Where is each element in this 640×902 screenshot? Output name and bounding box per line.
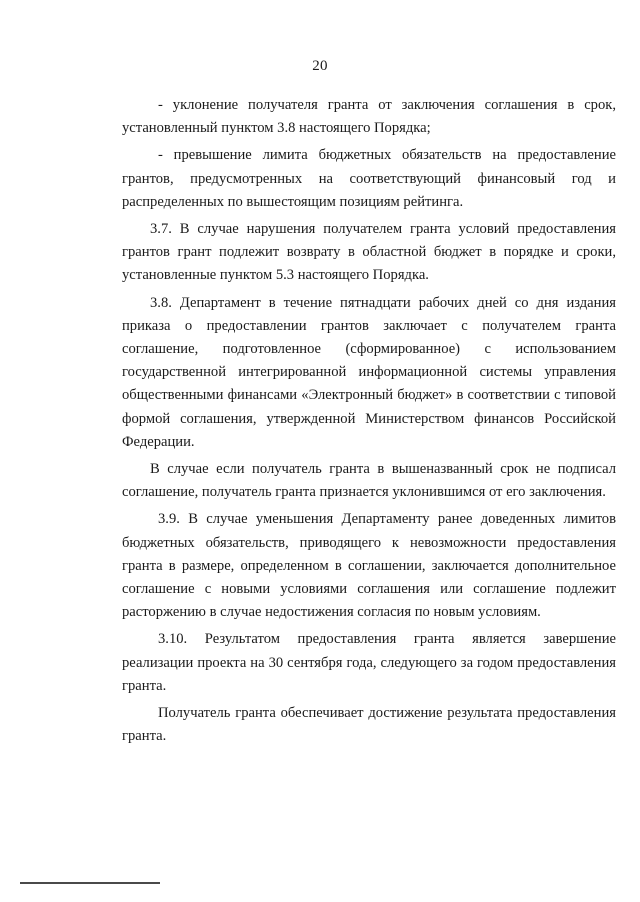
paragraph-result: Получатель гранта обеспечивает достижение результата предоставления гранта. [122, 705, 616, 745]
paragraph-3-8: 3.8. Департамент в течение пятнадцати рабочих дней со дня издания приказа о предоставлении грантов заключает с получателем гранта соглашение, подготовленное (сформированное) с использованием государственной интегрированной информационной системы управления общественными финансами «Электронный бюджет» в соответствии с типовой формой соглашения, утвержденной Министерством финансов Российской Федерации. [122, 294, 616, 450]
paragraph-limit-exceeded: - превышение лимита бюджетных обязательств на предоставление грантов, предусмотренных на соответствующий финансовый год и распределенных по вышестоящим позициям рейтинга. [122, 147, 616, 210]
footer-rule [20, 882, 160, 884]
paragraph-3-10: 3.10. Результатом предоставления гранта является завершение реализации проекта на 30 сентября года, следующего за годом предоставления гранта. [122, 631, 616, 694]
paragraph-3-9: 3.9. В случае уменьшения Департаменту ранее доведенных лимитов бюджетных обязательств, приводящего к невозможности предоставления гранта в размере, определенном в соглашении, заключается дополнительное соглашение с новыми условиями соглашения или соглашение подлежит расторжению в случае недостижения согласия по новым условиям. [122, 511, 616, 621]
paragraph-3-7: 3.7. В случае нарушения получателем гранта условий предоставления грантов грант подлежит возврату в областной бюджет в порядке и сроки, установленные пунктом 5.3 настоящего Порядка. [122, 221, 616, 284]
document-body [122, 94, 616, 752]
paragraph-refusal: В случае если получатель гранта в вышеназванный срок не подписал соглашение, получатель гранта признается уклонившимся от его заключения. [122, 461, 616, 501]
page-number: 20 [312, 58, 328, 74]
paragraph-evasion: - уклонение получателя гранта от заключения соглашения в срок, установленный пунктом 3.8 настоящего Порядка; [122, 97, 616, 137]
